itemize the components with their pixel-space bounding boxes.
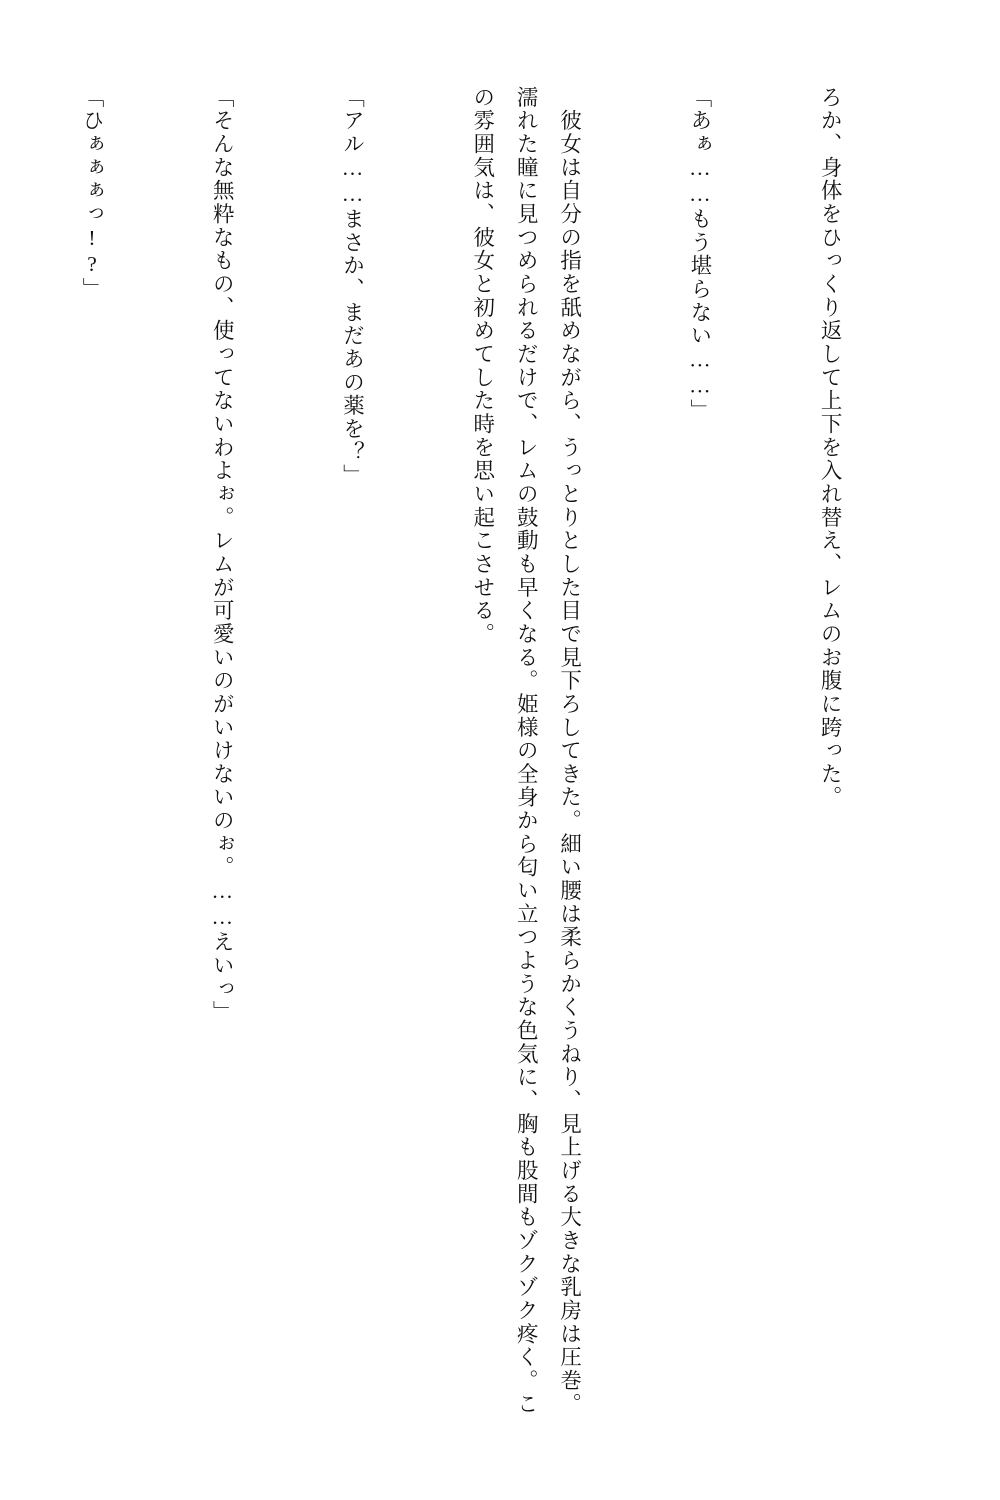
paragraph: 「アル……まさか、まだあの薬を？」	[340, 86, 365, 488]
paragraph: 「ひぁぁぁっ!?」	[79, 86, 104, 301]
paragraph: 「そんな無粋なもの、使ってないわよぉ。レムが可愛いのがいけないのぉ。……えいっ」	[210, 86, 235, 1025]
paragraph: 彼女は自分の指を舐めながら、うっとりとした目で見下ろしてきた。細い腰は柔らかくうねり、見上げる大きな乳房は圧巻。濡れた瞳に見つめられるだけで、レムの鼓動も早くなる。姫様の全身から匂い立つような色気に、胸も股間もゾクゾク疼く。この雰囲気は、彼女と初めてした時を思い起こさせる。	[470, 86, 582, 1416]
paragraph: ろか、身体をひっくり返して上下を入れ替え、レムのお腹に跨った。	[818, 86, 843, 810]
paragraph: 「あぁ……もう堪らない……」	[687, 86, 712, 423]
vertical-text-body	[62, 86, 938, 1436]
